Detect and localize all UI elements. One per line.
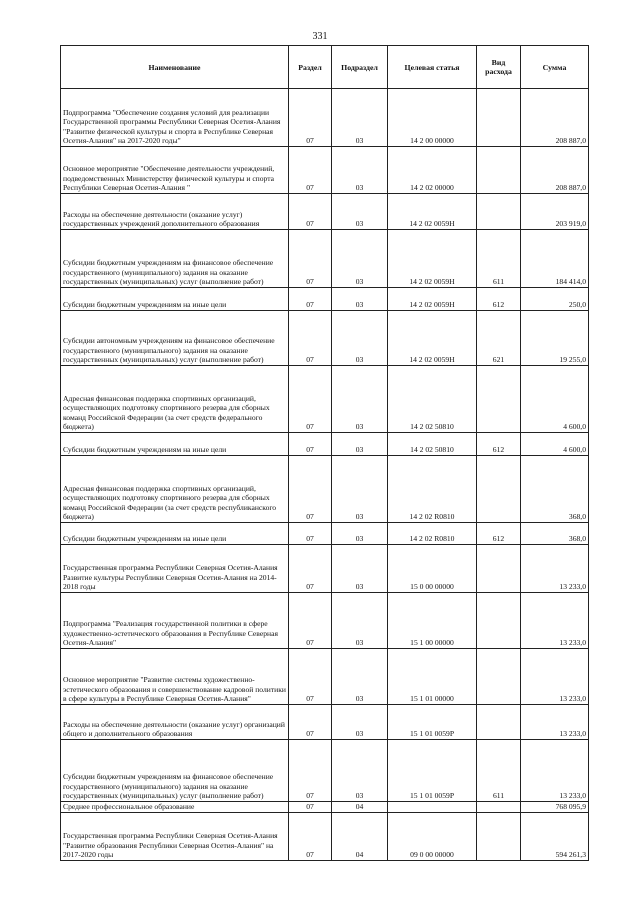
cell-celevaya: 14 2 02 0059Н: [388, 230, 477, 288]
header-celevaya: Целевая статья: [388, 46, 477, 89]
cell-summa: 250,0: [521, 288, 589, 311]
cell-podrazdel: 03: [332, 288, 388, 311]
table-header-row: [61, 46, 589, 89]
cell-vid: 611: [477, 740, 521, 802]
cell-summa: 184 414,0: [521, 230, 589, 288]
cell-celevaya: 14 2 02 50810: [388, 433, 477, 456]
cell-podrazdel: 03: [332, 740, 388, 802]
table-row: [61, 649, 589, 705]
cell-vid: [477, 366, 521, 433]
cell-podrazdel: 03: [332, 705, 388, 740]
cell-razdel: 07: [289, 230, 332, 288]
cell-summa: 13 233,0: [521, 649, 589, 705]
cell-summa: 203 919,0: [521, 194, 589, 230]
cell-razdel: 07: [289, 593, 332, 649]
cell-celevaya: 15 1 00 00000: [388, 593, 477, 649]
header-podrazdel: Подраздел: [332, 46, 388, 89]
table-row: [61, 456, 589, 523]
cell-summa: 768 095,9: [521, 802, 589, 813]
cell-name: Субсидии бюджетным учреждениям на иные цели: [61, 523, 289, 545]
cell-summa: 13 233,0: [521, 545, 589, 593]
cell-name: Среднее профессиональное образование: [61, 802, 289, 813]
cell-razdel: 07: [289, 740, 332, 802]
cell-celevaya: [388, 802, 477, 813]
cell-celevaya: 15 1 01 0059Р: [388, 705, 477, 740]
budget-table: [60, 45, 589, 861]
cell-podrazdel: 03: [332, 230, 388, 288]
cell-name: Субсидии бюджетным учреждениям на иные цели: [61, 433, 289, 456]
cell-razdel: 07: [289, 813, 332, 861]
cell-summa: 4 600,0: [521, 433, 589, 456]
cell-podrazdel: 03: [332, 89, 388, 147]
cell-vid: 611: [477, 230, 521, 288]
cell-celevaya: 14 2 02 0059Н: [388, 311, 477, 366]
cell-razdel: 07: [289, 433, 332, 456]
table-row: [61, 523, 589, 545]
cell-celevaya: 09 0 00 00000: [388, 813, 477, 861]
table-row: [61, 802, 589, 813]
cell-celevaya: 14 2 02 00000: [388, 147, 477, 194]
cell-vid: [477, 147, 521, 194]
table-row: [61, 433, 589, 456]
cell-podrazdel: 03: [332, 366, 388, 433]
cell-razdel: 07: [289, 194, 332, 230]
table-row: [61, 311, 589, 366]
cell-razdel: 07: [289, 545, 332, 593]
cell-razdel: 07: [289, 147, 332, 194]
cell-summa: 208 887,0: [521, 89, 589, 147]
cell-podrazdel: 03: [332, 523, 388, 545]
cell-name: Субсидии бюджетным учреждениям на финансовое обеспечение государственного (муниципального) задания на оказание государственных (муниципальных) услуг (выполнение работ): [61, 230, 289, 288]
header-razdel: Раздел: [289, 46, 332, 89]
cell-celevaya: 14 2 02 R0810: [388, 456, 477, 523]
cell-razdel: 07: [289, 89, 332, 147]
cell-podrazdel: 04: [332, 813, 388, 861]
cell-name: Субсидии бюджетным учреждениям на финансовое обеспечение государственного (муниципального) задания на оказание государственных (муниципальных) услуг (выполнение работ): [61, 740, 289, 802]
cell-name: Субсидии бюджетным учреждениям на иные цели: [61, 288, 289, 311]
page-number: 331: [312, 31, 328, 42]
cell-razdel: 07: [289, 366, 332, 433]
cell-celevaya: 14 2 02 50810: [388, 366, 477, 433]
cell-celevaya: 14 2 02 0059Н: [388, 194, 477, 230]
cell-vid: 621: [477, 311, 521, 366]
cell-name: Государственная программа Республики Северная Осетия-Алания "Развитие образования Республики Северная Осетия-Алания" на 2017-2020 годы: [61, 813, 289, 861]
cell-name: Адресная финансовая поддержка спортивных организаций, осуществляющих подготовку спортивного резерва для сборных команд Российской Федерации (за счет средств республиканского бюджета): [61, 456, 289, 523]
cell-razdel: 07: [289, 311, 332, 366]
cell-name: Основное мероприятие "Обеспечение деятельности учреждений, подведомственных Министерству физической культуры и спорта Республики Северная Осетия-Алания ": [61, 147, 289, 194]
cell-vid: [477, 593, 521, 649]
cell-summa: 368,0: [521, 523, 589, 545]
table-row: [61, 89, 589, 147]
cell-vid: [477, 705, 521, 740]
cell-razdel: 07: [289, 456, 332, 523]
table-row: [61, 705, 589, 740]
cell-vid: 612: [477, 433, 521, 456]
table-row: [61, 230, 589, 288]
cell-summa: 19 255,0: [521, 311, 589, 366]
table-row: [61, 366, 589, 433]
cell-name: Основное мероприятие "Развитие системы художественно-эстетического образования и совершенствование кадровой политики в сфере культуры в Республике Северная Осетия-Алания": [61, 649, 289, 705]
cell-vid: 612: [477, 288, 521, 311]
cell-summa: 208 887,0: [521, 147, 589, 194]
cell-vid: [477, 649, 521, 705]
cell-vid: [477, 456, 521, 523]
cell-name: Расходы на обеспечение деятельности (оказание услуг) государственных учреждений дополнительного образования: [61, 194, 289, 230]
cell-vid: [477, 194, 521, 230]
cell-podrazdel: 03: [332, 311, 388, 366]
table-row: [61, 593, 589, 649]
cell-podrazdel: 04: [332, 802, 388, 813]
cell-summa: 594 261,3: [521, 813, 589, 861]
table-row: [61, 813, 589, 861]
cell-razdel: 07: [289, 705, 332, 740]
cell-name: Подпрограмма "Обеспечение создания условий для реализации Государственной программы Республики Северная Осетия-Алания "Развитие физической культуры и спорта в Республике Северная Осетия-Алания" на 2017-2020 годы": [61, 89, 289, 147]
header-vid: Вид расхода: [477, 46, 521, 89]
cell-celevaya: 14 2 02 0059Н: [388, 288, 477, 311]
cell-name: Государственная программа Республики Северная Осетия-Алания Развитие культуры Республики Северная Осетия-Алания на 2014-2018 годы: [61, 545, 289, 593]
table-row: [61, 194, 589, 230]
cell-podrazdel: 03: [332, 194, 388, 230]
cell-celevaya: 14 2 02 R0810: [388, 523, 477, 545]
cell-vid: [477, 89, 521, 147]
cell-name: Субсидии автономным учреждениям на финансовое обеспечение государственного (муниципального) задания на оказание государственных (муниципальных) услуг (выполнение работ): [61, 311, 289, 366]
cell-celevaya: 15 1 01 00000: [388, 649, 477, 705]
table-row: [61, 147, 589, 194]
cell-podrazdel: 03: [332, 147, 388, 194]
table-row: [61, 288, 589, 311]
cell-razdel: 07: [289, 649, 332, 705]
cell-celevaya: 14 2 00 00000: [388, 89, 477, 147]
cell-celevaya: 15 0 00 00000: [388, 545, 477, 593]
table-row: [61, 545, 589, 593]
cell-podrazdel: 03: [332, 649, 388, 705]
cell-summa: 13 233,0: [521, 593, 589, 649]
cell-summa: 13 233,0: [521, 740, 589, 802]
cell-vid: [477, 802, 521, 813]
cell-podrazdel: 03: [332, 456, 388, 523]
cell-podrazdel: 03: [332, 593, 388, 649]
cell-summa: 4 600,0: [521, 366, 589, 433]
cell-vid: [477, 813, 521, 861]
cell-summa: 368,0: [521, 456, 589, 523]
cell-razdel: 07: [289, 523, 332, 545]
table-row: [61, 740, 589, 802]
cell-summa: 13 233,0: [521, 705, 589, 740]
cell-vid: [477, 545, 521, 593]
cell-podrazdel: 03: [332, 433, 388, 456]
cell-razdel: 07: [289, 288, 332, 311]
header-name: Наименование: [61, 46, 289, 89]
cell-podrazdel: 03: [332, 545, 388, 593]
cell-celevaya: 15 1 01 0059Р: [388, 740, 477, 802]
cell-name: Расходы на обеспечение деятельности (оказание услуг) организаций общего и дополнительного образования: [61, 705, 289, 740]
cell-name: Адресная финансовая поддержка спортивных организаций, осуществляющих подготовку спортивного резерва для сборных команд Российской Федерации (за счет средств федерального бюджета): [61, 366, 289, 433]
cell-name: Подпрограмма "Реализация государственной политики в сфере художественно-эстетического образования в Республике Северная Осетия-Алания": [61, 593, 289, 649]
header-summa: Сумма: [521, 46, 589, 89]
cell-vid: 612: [477, 523, 521, 545]
cell-razdel: 07: [289, 802, 332, 813]
